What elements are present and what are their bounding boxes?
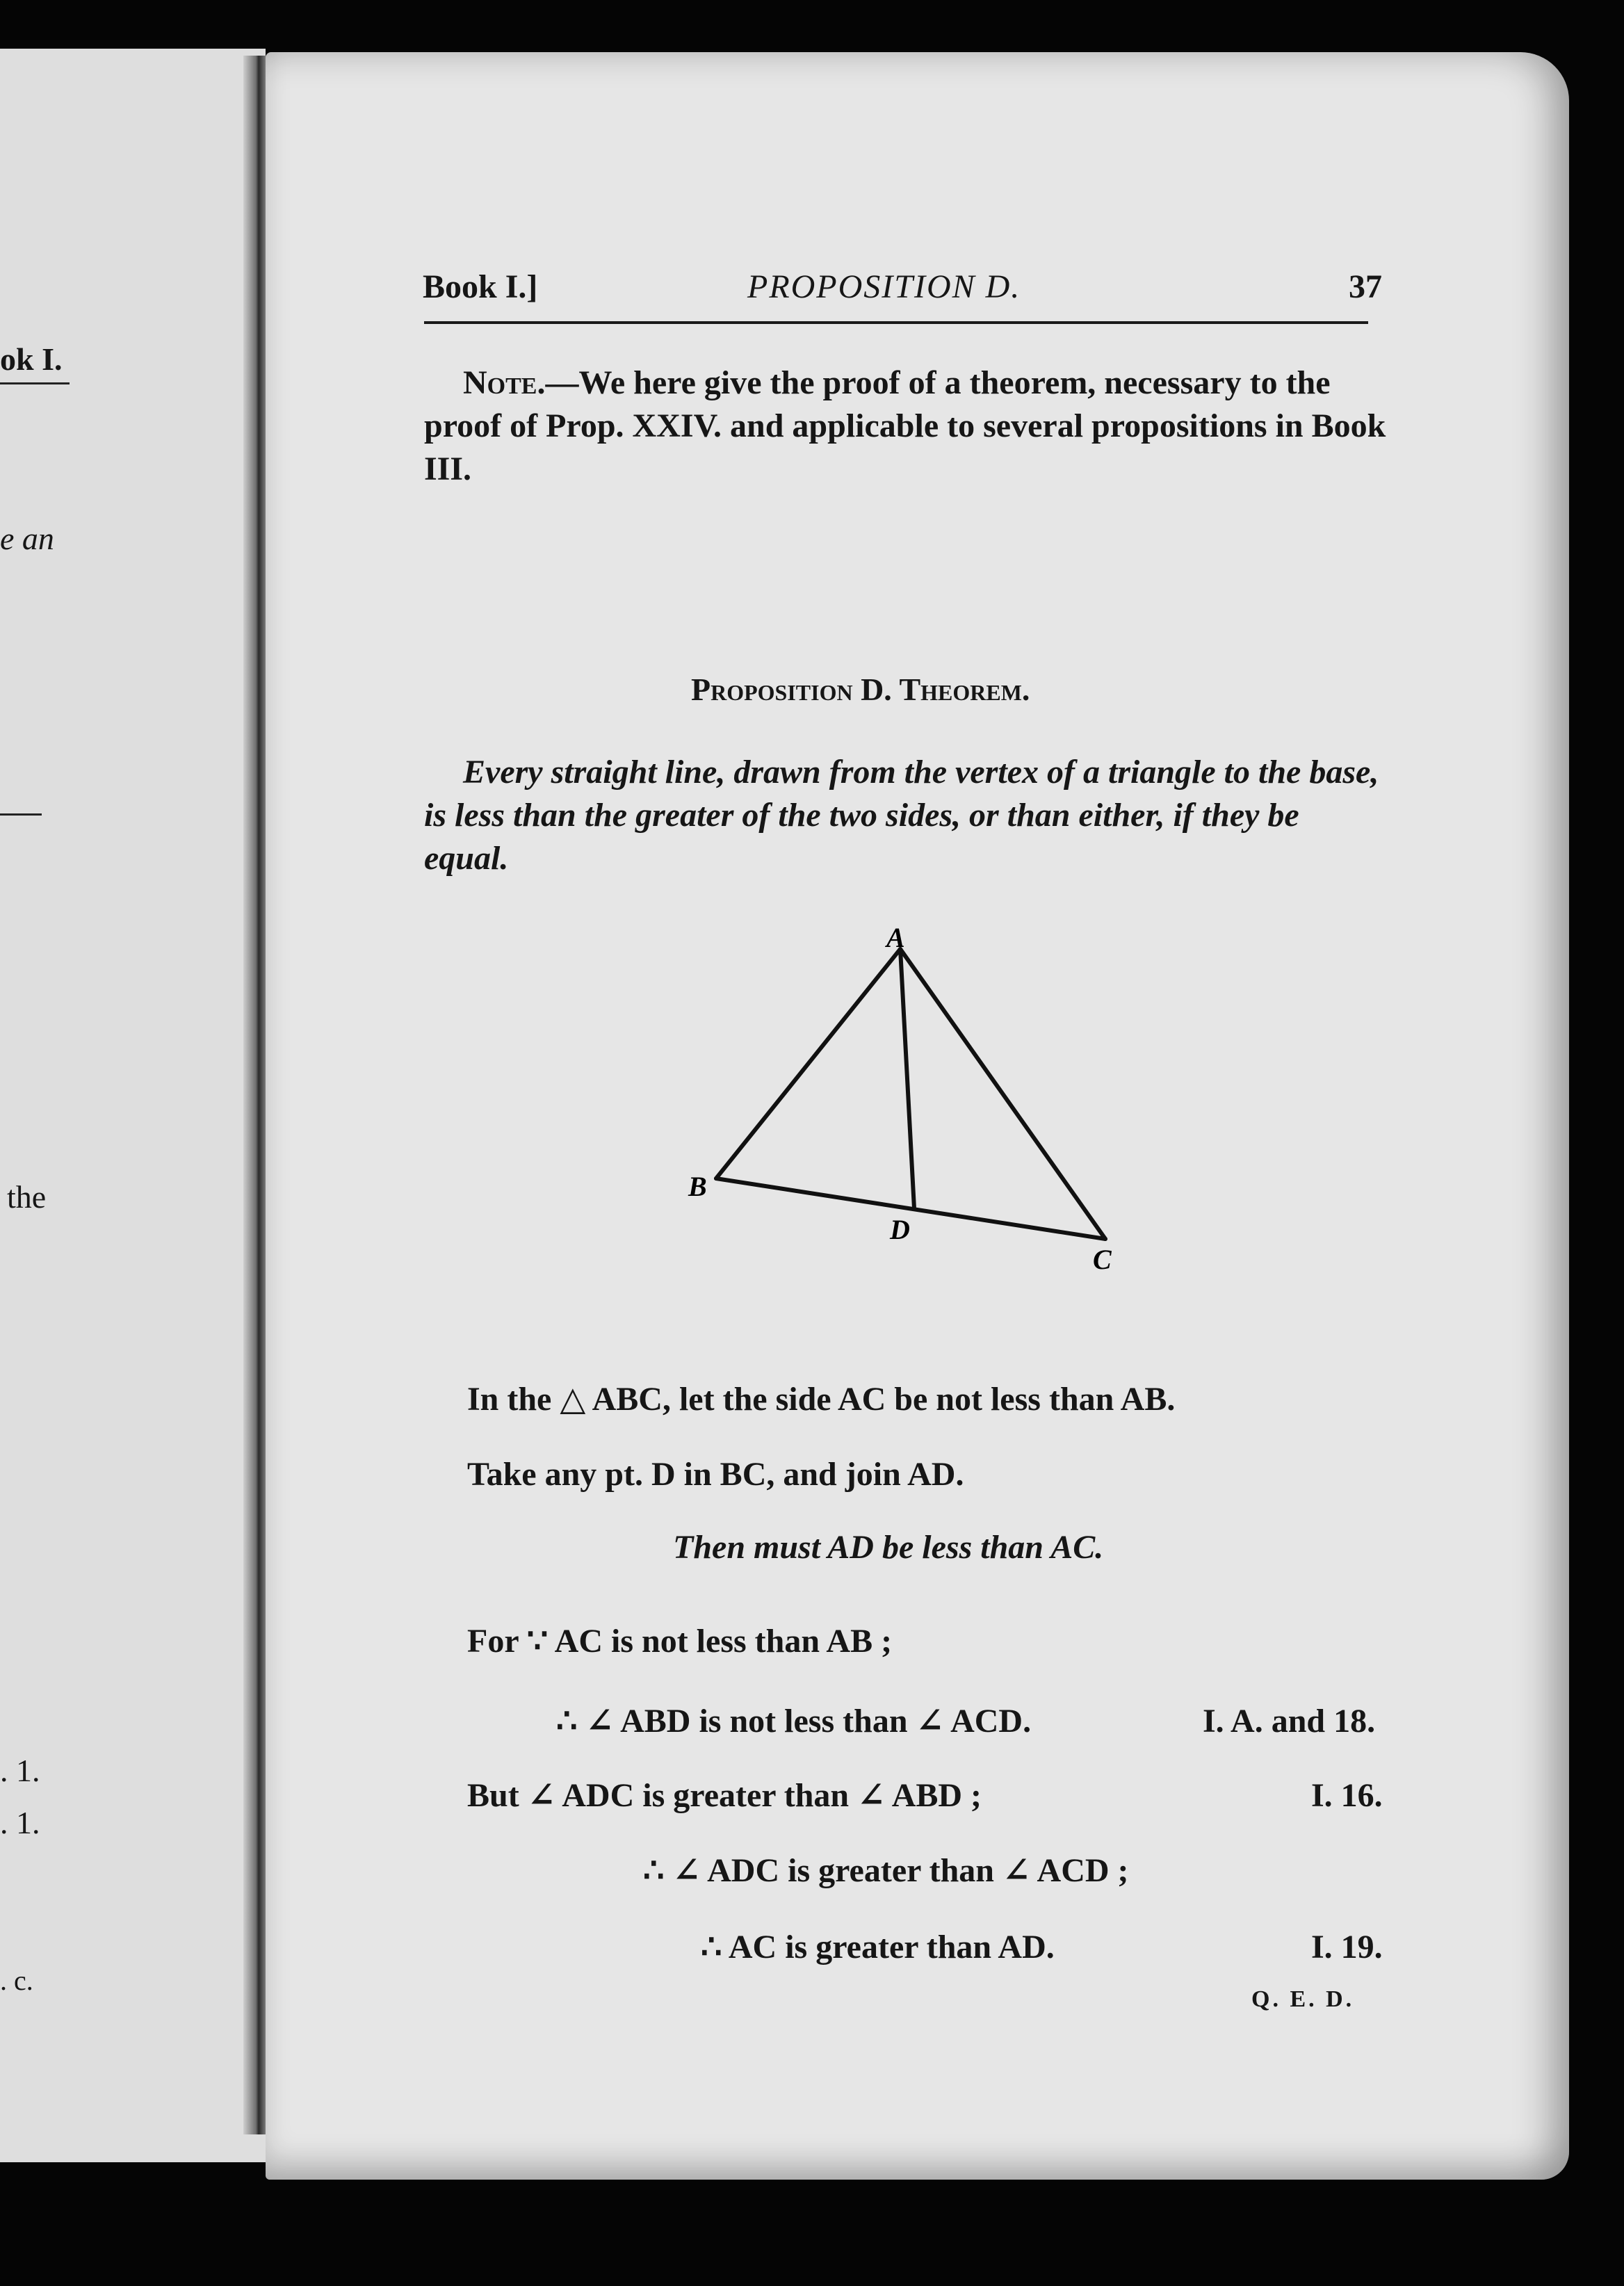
proof-step: But ∠ ADC is greater than ∠ ABD ;	[467, 1777, 982, 1814]
running-head-book: Book I.]	[423, 268, 538, 305]
proof-step-reference: I. 19.	[1311, 1929, 1383, 1965]
running-head-title: PROPOSITION D.	[747, 268, 1021, 305]
left-page-reference: . 1.	[0, 1805, 40, 1840]
proof-line-premise: For ∵ AC is not less than AB ;	[467, 1623, 893, 1660]
left-page-line-fragment: e an	[0, 521, 54, 556]
qed-mark: Q. E. D.	[1251, 1986, 1355, 2012]
proof-step-reference: I. 16.	[1311, 1777, 1383, 1814]
left-page-header-rule	[0, 382, 70, 384]
vertex-label-c: C	[1093, 1244, 1112, 1275]
note-text: —We here give the proof of a theorem, necessary to the proof of Prop. XXIV. and applicable to several propositions in Book III.	[424, 364, 1386, 487]
note-label: Note.	[463, 364, 546, 401]
left-page-figure-line	[0, 813, 42, 816]
triangle-figure	[667, 918, 1154, 1293]
left-page-reference: . 1.	[0, 1753, 40, 1788]
proof-line-hypothesis: In the △ ABC, let the side AC be not less than AB.	[467, 1381, 1176, 1418]
line-ad	[900, 949, 914, 1208]
point-label-d: D	[890, 1214, 910, 1245]
left-page-line-fragment: the	[7, 1179, 47, 1215]
proof-step: ∴ ∠ ABD is not less than ∠ ACD.	[556, 1703, 1032, 1740]
proof-step-reference: I. A. and 18.	[1203, 1703, 1376, 1740]
proof-step: ∴ ∠ ADC is greater than ∠ ACD ;	[643, 1852, 1129, 1889]
proof-line-construction: Take any pt. D in BC, and join AD.	[467, 1456, 964, 1493]
proposition-statement: Every straight line, drawn from the vertex of a triangle to the base, is less than the greater of the two sides, or than either, if they be equal.	[424, 754, 1379, 877]
left-facing-page	[0, 49, 266, 2162]
side-ac	[900, 949, 1105, 1239]
side-ab	[716, 949, 900, 1178]
vertex-label-a: A	[886, 922, 905, 953]
proposition-title: Proposition D. Theorem.	[691, 672, 1030, 707]
left-page-reference: . c.	[0, 1965, 33, 1996]
left-page-header-fragment: ok I.	[0, 341, 63, 377]
page-number: 37	[1349, 268, 1382, 305]
base-bc	[716, 1178, 1105, 1239]
proof-step: ∴ AC is greater than AD.	[701, 1929, 1055, 1965]
vertex-label-b: B	[688, 1171, 707, 1202]
proof-line-conclusion-claim: Then must AD be less than AC.	[673, 1529, 1104, 1566]
header-rule	[424, 321, 1368, 324]
note-paragraph	[424, 362, 1387, 491]
